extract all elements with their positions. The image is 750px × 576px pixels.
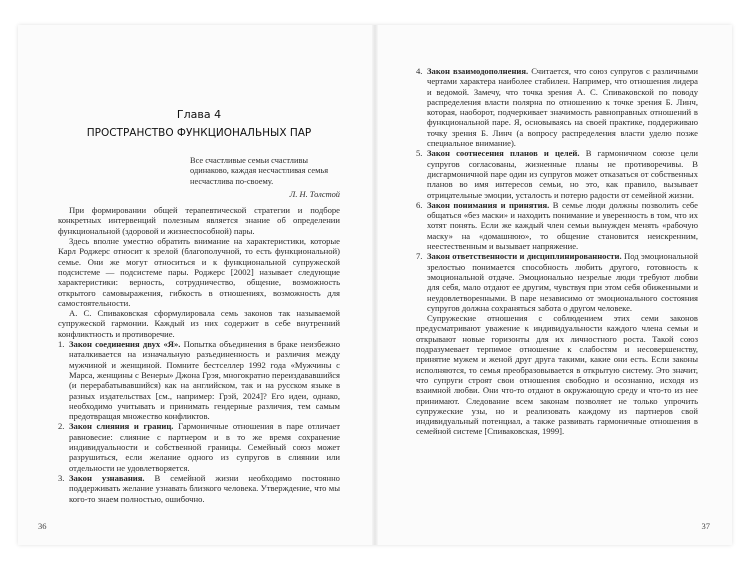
laws-list xyxy=(416,66,698,313)
law-text: Гармоничные отношения в паре отличает равновесие: слияние с партнером и в то же время сохранение индивидуальности и собственной границы. Семейный союз может разрушиться, если желание одного из супругов в слиянии или отдельности не удовлетворяется. xyxy=(69,421,340,473)
paragraph: А. С. Спиваковская сформулировала семь законов так называемой супружеской гармонии. Каждый из них содержит в себе внутренний конфликтность и противоречие. xyxy=(58,308,340,339)
law-text: В гармоничном союзе цели супругов согласованы, жизненные планы не противоречивы. В дисгармоничной паре один из супругов может отказаться от собственных планов во имя интересов семьи, но это, как правило, вызывает отрицательные эмоции, усталость и потерю радости от семейной жизни. xyxy=(427,148,698,200)
law-item xyxy=(58,473,340,504)
law-text: Под эмоциональной зрелостью понимается способность любить другого, готовность к эмоциональной отдаче. Эмоционально незрелые люди требуют любви для себя, мало отдают ее другим, чувствуя при этом себя обиженными и неудовлетворенными. В паре независимо от эмоционального состояния супругов должна сохраняться забота о другом человеке. xyxy=(427,251,699,313)
paragraph: При формировании общей терапевтической стратегии и подборе конкретных интервенций полезным является знание об определении функциональной (здоровой и жизнеспособной) пары. xyxy=(58,205,340,236)
law-number: 3. xyxy=(58,472,65,483)
page-number: 36 xyxy=(38,521,47,531)
right-page xyxy=(375,25,732,545)
paragraph: Здесь вполне уместно обратить внимание на характеристики, которые Карл Роджерс относит к зрелой (благополучной, то есть функциональной) семье. Они же могут относиться и к функциональной супружеской подсистеме — подсистеме пары. Роджерс [2002] называет следующие характеристики: верность, сотрудничество, общение, возможность открытого самовыражения, гибкость в отношениях, возможность для самостоятельности. xyxy=(58,236,340,308)
law-number: 6. xyxy=(416,199,423,210)
law-number: 5. xyxy=(416,148,423,159)
law-item xyxy=(416,148,698,199)
law-number: 4. xyxy=(416,66,423,76)
law-text: Попытка объединения в браке неизбежно наталкивается на изначальную разъединенность и различия между мужчиной и женщиной. Помните бестселлер 1992 года «Мужчины с Марса, женщины с Венеры» Джона Грэя, многократно переиздававшийся (и перерабатывавшийся) как на английском, так и на русском языке в разных издательствах [см., например: Грэй, 2024]? Его идеи, однако, необходимо учитывать и принимать гендерные различия, тем самым предотвращая множество конфликтов. xyxy=(69,339,340,422)
law-item xyxy=(416,200,698,251)
law-title: Закон понимания и принятия. xyxy=(427,199,550,210)
law-text: Считается, что союз супругов с различными чертами характера наиболее стабилен. Например, что отношения лидера и ведомой. Замечу, что точка зрения А. С. Спиваковской по поводу распределения власти полярна по отношению к точке зрения Б. Линч, которая, наоборот, подчеркивает значимость равноправных отношений в функциональной паре. Я, основываясь на своей практике, поддерживаю точку зрения Б. Линч (а вопросу распределения власти уделю позже специальное внимание). xyxy=(427,66,698,149)
chapter-title: ПРОСТРАНСТВО ФУНКЦИОНАЛЬНЫХ ПАР xyxy=(86,127,312,139)
law-title: Закон соединения двух «Я». xyxy=(69,339,181,350)
law-item xyxy=(416,66,698,148)
chapter-number: Глава 4 xyxy=(176,108,222,121)
right-page-content xyxy=(416,66,698,437)
law-number: 2. xyxy=(58,421,65,432)
epigraph-text: Все счастливые семьи счастливы одинаково, каждая несчастливая семья несчастлива по-своему. xyxy=(190,156,329,186)
law-number: 7. xyxy=(416,251,423,262)
law-number: 1. xyxy=(58,339,65,350)
epigraph xyxy=(190,156,340,200)
epigraph-author: Л. Н. Толстой xyxy=(289,189,340,199)
law-title: Закон узнавания. xyxy=(69,472,145,483)
law-item xyxy=(58,421,340,472)
book-spread xyxy=(18,25,732,545)
law-title: Закон ответственности и дисциплинированности. xyxy=(427,251,622,262)
left-page xyxy=(18,25,375,545)
left-page-content xyxy=(58,108,340,504)
law-text: В семейной жизни необходимо постоянно поддерживать желание узнавать близкого человека. Утверждение, что мы кого-то знаем полностью, ошибочно. xyxy=(69,472,340,504)
law-title: Закон соотнесения планов и целей. xyxy=(427,148,580,159)
law-text: В семье люди должны позволить себе общаться «без маски» и находить понимание и уверенность в том, что их хотят понять. Если же каждый член семьи вынужден менять «рабочую маску» на «домашнюю», то общение становится неискренним, неестественным и вызывает напряжение. xyxy=(427,199,698,252)
law-title: Закон взаимодополнения. xyxy=(427,66,529,76)
laws-list xyxy=(58,339,340,504)
law-title: Закон слияния и границ. xyxy=(69,421,174,432)
paragraph: Супружеские отношения с соблюдением этих семи законов предусматривают уважение к индивидуальности каждого члена семьи и открывают новые горизонты для их личностного роста. Такой союз подразумевает терпимое отношение к слабостям и несовершенству, принятие мужем и женой друг друга такими, какие они есть. Если законы исполняются, то семья преобразовывается в открытую систему. Это значит, что супруги строят свои отношения свободно и осознанно, исходя из взаимной любви. Они что-то отдают в окружающую среду и что-то из нее принимают. Следование всем законам позволяет не только упрочить супружеские узы, но и реализовать каждому из партнеров свой индивидуальный потенциал, а также развивать гармоничные отношения в семейной системе [Спиваковская, 1999]. xyxy=(416,313,698,437)
law-item xyxy=(58,339,340,421)
law-item xyxy=(416,251,698,313)
page-number: 37 xyxy=(701,521,710,531)
